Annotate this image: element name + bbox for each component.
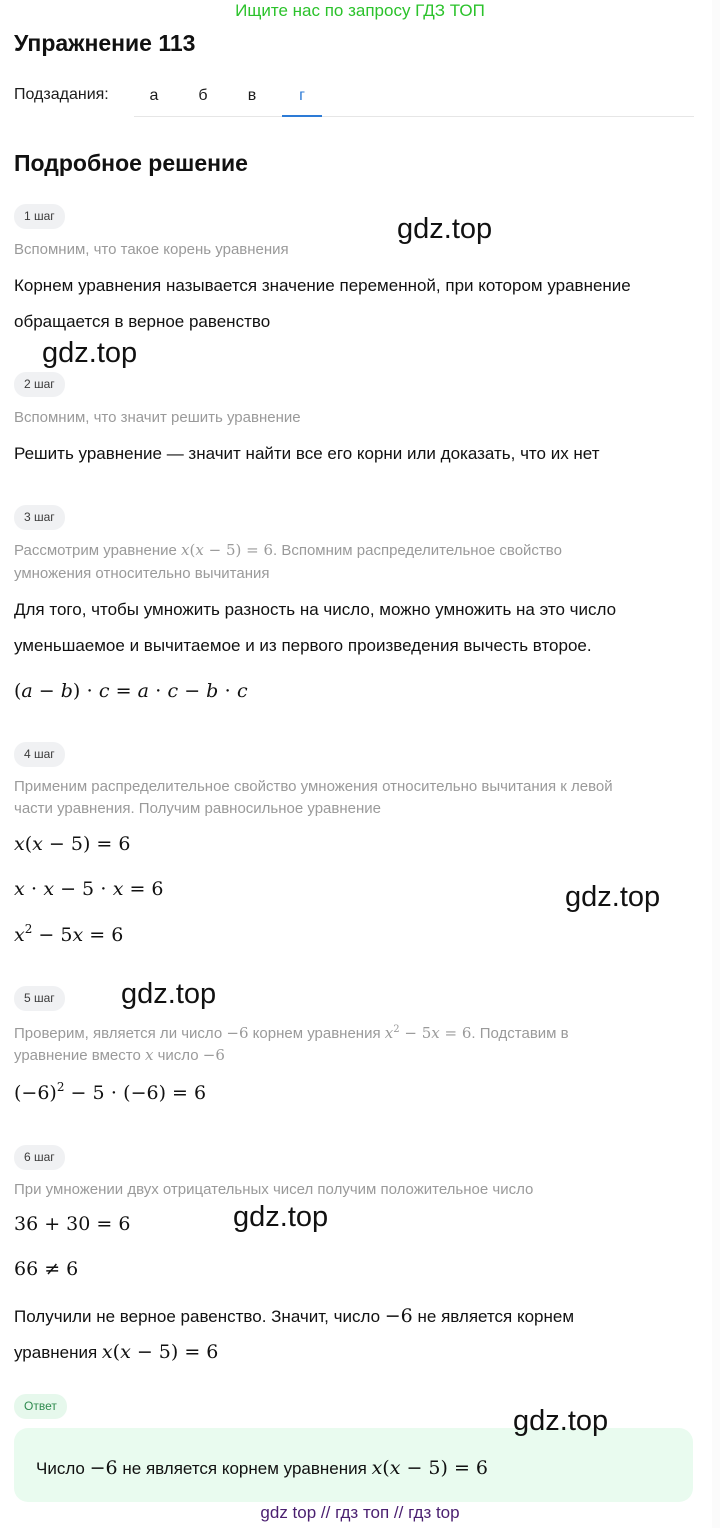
- step-badge: 5 шаг: [14, 986, 65, 1011]
- subtasks-label: Подзадания:: [14, 86, 109, 103]
- math-expression: x(x − 5) = 6: [371, 1457, 489, 1479]
- subtask-tab-g[interactable]: г: [282, 78, 322, 117]
- step-text: Для того, чтобы умножить разность на число, можно умножить на это число: [14, 600, 617, 619]
- math-expression: x(x − 5) = 6: [101, 1341, 219, 1363]
- step-text: уменьшаемое и вычитаемое и из первого произведения вычесть второе.: [14, 636, 592, 655]
- conclusion-text: Получили не верное равенство. Значит, число: [14, 1307, 381, 1326]
- step-badge: 6 шаг: [14, 1145, 65, 1170]
- subtask-tab-a[interactable]: а: [149, 87, 159, 104]
- page-title: Упражнение 113: [14, 30, 196, 56]
- page-edge: [712, 0, 720, 1528]
- watermark: gdz.top: [42, 337, 138, 369]
- step-hint: Применим распределительное свойство умножения относительно вычитания к левой: [14, 778, 613, 795]
- answer-text: [36, 1457, 488, 1479]
- step-hint: [14, 1019, 694, 1045]
- step-text: [14, 1298, 704, 1335]
- formula: x(x − 5) = 6: [14, 833, 131, 855]
- step-badge: 2 шаг: [14, 372, 65, 397]
- step-hint: [14, 1044, 694, 1067]
- top-banner[interactable]: Ищите нас по запросу ГДЗ ТОП: [235, 1, 485, 20]
- formula: (a − b) ⋅ c = a ⋅ c − b ⋅ c: [14, 680, 248, 702]
- step-badge: 4 шаг: [14, 742, 65, 767]
- hint-text: корнем уравнения: [252, 1025, 381, 1042]
- subtask-tab-v[interactable]: в: [247, 87, 257, 104]
- step-badge: 1 шаг: [14, 204, 65, 229]
- watermark: gdz.top: [233, 1201, 329, 1233]
- hint-text: число: [157, 1047, 199, 1064]
- step-text: Корнем уравнения называется значение переменной, при котором уравнение: [14, 276, 631, 295]
- answer-label: не является корнем уравнения: [122, 1459, 367, 1478]
- math-expression: −6: [202, 1046, 225, 1064]
- step-text: [14, 1334, 704, 1371]
- conclusion-text: не является корнем: [417, 1307, 575, 1326]
- math-expression: −6: [89, 1457, 118, 1479]
- subtask-tab-b[interactable]: б: [198, 87, 208, 104]
- step-hint: [14, 539, 694, 562]
- step-text: обращается в верное равенство: [14, 312, 271, 331]
- hint-text: уравнение вместо: [14, 1047, 141, 1064]
- hint-text: Рассмотрим уравнение: [14, 542, 177, 559]
- watermark: gdz.top: [565, 881, 661, 913]
- formula: $(-6)^2 - 5 \cdot (-6) = 6$: [14, 1080, 207, 1104]
- hint-text: . Подставим в: [471, 1025, 569, 1042]
- math-expression: $x^2 - 5x = 6$: [384, 1024, 472, 1042]
- formula: $x^2 - 5x = 6$: [14, 922, 124, 946]
- watermark: gdz.top: [513, 1405, 609, 1437]
- subtasks-tabs: [134, 78, 694, 117]
- math-expression: −6: [384, 1305, 413, 1327]
- section-title: Подробное решение: [14, 150, 248, 176]
- step-text: Решить уравнение — значит найти все его корни или доказать, что их нет: [14, 444, 600, 463]
- watermark: gdz.top: [397, 213, 493, 245]
- hint-text: . Вспомним распределительное свойство: [273, 542, 562, 559]
- footer-links[interactable]: gdz top // гдз топ // гдз top: [260, 1503, 460, 1522]
- hint-text: Проверим, является ли число: [14, 1025, 223, 1042]
- step-hint: При умножении двух отрицательных чисел получим положительное число: [14, 1181, 534, 1198]
- answer-badge: Ответ: [14, 1394, 67, 1419]
- answer-label: Число: [36, 1459, 85, 1478]
- formula: 36 + 30 = 6: [14, 1213, 131, 1235]
- math-expression: x(x − 5) = 6: [181, 541, 273, 559]
- step-hint: умножения относительно вычитания: [14, 565, 270, 582]
- step-hint: Вспомним, что такое корень уравнения: [14, 241, 289, 258]
- formula: x ⋅ x − 5 ⋅ x = 6: [14, 878, 164, 900]
- step-badge: 3 шаг: [14, 505, 65, 530]
- math-expression: x: [144, 1046, 154, 1064]
- watermark: gdz.top: [121, 978, 217, 1010]
- step-hint: Вспомним, что значит решить уравнение: [14, 409, 301, 426]
- math-expression: −6: [226, 1024, 249, 1042]
- conclusion-text: уравнения: [14, 1343, 98, 1362]
- step-hint: части уравнения. Получим равносильное уравнение: [14, 800, 382, 817]
- formula: 66 ≠ 6: [14, 1258, 79, 1280]
